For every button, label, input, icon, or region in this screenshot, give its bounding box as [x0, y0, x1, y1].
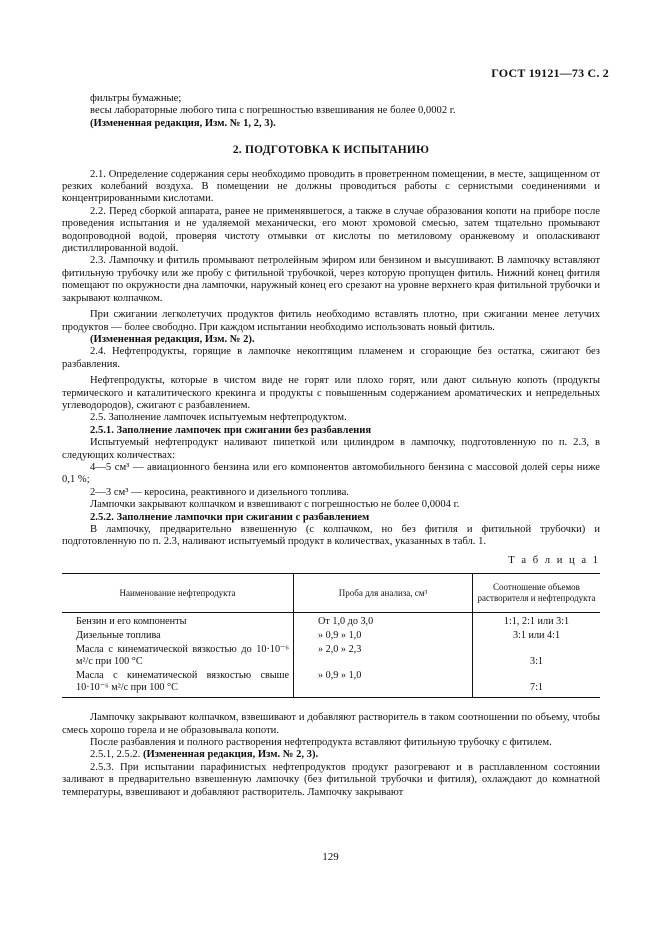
- cell-sample: От 1,0 до 3,0: [294, 613, 473, 630]
- table-row: [62, 613, 600, 630]
- cell-sample: » 0,9 » 1,0: [294, 669, 473, 698]
- cell-ratio: 1:1, 2:1 или 3:1: [473, 613, 601, 630]
- paragraph-2-5-1: Испытуемый нефтепродукт наливают пипеткой или цилиндром в лампочку, подготовленную по п. 2.3, в следующих количествах:: [62, 437, 600, 461]
- section-title: 2. ПОДГОТОВКА К ИСПЫТАНИЮ: [232, 144, 430, 157]
- paragraph-2-3-continued: При сжигании легколетучих продуктов фитиль необходимо вставлять плотно, при сжигании менее летучих продуктов — более свободно. При каждом испытании необходимо использовать новый фитиль.: [62, 309, 600, 333]
- cell-ratio: 7:1: [473, 669, 601, 698]
- paragraph-2-1: 2.1. Определение содержания серы необходимо проводить в проветренном помещении, в месте, защищенном от резких колебаний воздуха. В помещении не должны проводиться работы с сернистыми соединениями и концентрированными кислотами.: [62, 168, 600, 205]
- cell-ratio: 3:1 или 4:1: [473, 629, 601, 643]
- clause-reference: 2.5.1, 2.5.2.: [90, 749, 141, 761]
- paragraph-2-5-1-closing: Лампочки закрывают колпачком и взвешивают с погрешностью не более 0,0004 г.: [90, 499, 460, 511]
- paragraph-2-4: 2.4. Нефтепродукты, горящие в лампочке некоптящим пламенем и сгорающие без остатка, сжигают без разбавления.: [62, 346, 600, 370]
- cell-sample: » 0,9 » 1,0: [294, 629, 473, 643]
- paragraph-2-5-3: 2.5.3. При испытании парафинистых нефтепродуктов продукт разогревают и в расплавленном состоянии заливают в предварительно взвешенную лампочку (без фитильной трубочки и фитиля), охлаждают до комнатной температуры, взвешивают и добавляют растворитель. Лампочку закрывают: [62, 761, 600, 798]
- column-header: Проба для анализа, см³: [294, 574, 473, 613]
- table-row: [62, 643, 600, 669]
- subsection-title-2-5-2: 2.5.2. Заполнение лампочки при сжигании с разбавлением: [90, 511, 370, 523]
- edition-note-line: [62, 749, 600, 761]
- edition-note: (Измененная редакция, Изм. № 2, 3).: [142, 749, 319, 761]
- column-header: Соотношение объемов растворителя и нефтепродукта: [473, 574, 601, 613]
- paragraph-2-3: 2.3. Лампочку и фитиль промывают петролейным эфиром или бензином и высушивают. В лампочку вставляют фитильную трубочку или же пробу с фитильной трубочкой, через которую пропущен фитиль. Нижний конец фитиля помещают по окружности дна лампочки, наружный конец его срезают на уровне верхнего края фитильной трубочки и закрывают колпачком.: [62, 255, 600, 304]
- table-caption: Т а б л и ц а 1: [508, 554, 600, 566]
- page-header: ГОСТ 19121—73 С. 2: [491, 66, 609, 80]
- paragraph-2-2: 2.2. Перед сборкой аппарата, ранее не применявшегося, а также в случае образования копоти на приборе после проведения испытания и не удаляемой механически, его моют хромовой смесью, затем тщательно промывают водопроводной водой, проверяя чистоту отмывки от кислоты по метиловому оранжевому и ополаскивают дистиллированной водой.: [62, 205, 600, 255]
- paragraph-after-table: После разбавления и полного растворения нефтепродукта вставляют фитильную трубочку с фитилем.: [90, 737, 552, 749]
- column-header: Наименование нефтепродукта: [62, 574, 294, 613]
- subsection-title-2-5-1: 2.5.1. Заполнение лампочек при сжигании без разбавления: [90, 424, 372, 436]
- cell-ratio: 3:1: [473, 643, 601, 669]
- table-1: [62, 573, 600, 698]
- table-row: [62, 629, 600, 643]
- cell-product: Масла с кинематической вязкостью свыше 10·10⁻⁶ м²/с при 100 °С: [62, 669, 294, 698]
- edition-note: (Измененная редакция, Изм. № 2).: [90, 333, 255, 345]
- intro-line: весы лабораторные любого типа с погрешностью взвешивания не более 0,0002 г.: [90, 105, 456, 117]
- paragraph-2-4-continued: Нефтепродукты, которые в чистом виде не горят или плохо горят, или дают сильную копоть (продукты термического и каталитического крекинга и продукты с повышенным содержанием ароматических и непредельных углеводородов), сжигают с разбавлением.: [62, 375, 600, 411]
- cell-product: Бензин и его компоненты: [76, 616, 187, 628]
- paragraph-2-5-2: В лампочку, предварительно взвешенную (с колпачком, но без фитиля и фитильной трубочки) и подготовленную по п. 2.3, наливают испытуемый продукт в количествах, указанных в табл. 1.: [62, 524, 600, 548]
- table-header-row: [62, 574, 600, 613]
- edition-note: (Измененная редакция, Изм. № 1, 2, 3).: [90, 117, 276, 129]
- paragraph-2-5: 2.5. Заполнение лампочек испытуемым нефтепродуктом.: [90, 412, 347, 424]
- page-number: 129: [322, 851, 339, 863]
- cell-product: Дизельные топлива: [76, 630, 161, 642]
- table-row: [62, 669, 600, 698]
- amount-item: 2—3 см³ — керосина, реактивного и дизельного топлива.: [90, 486, 349, 498]
- cell-product: Масла с кинематической вязкостью до 10·10⁻⁶ м²/с при 100 °С: [76, 644, 289, 668]
- amount-item: 4—5 см³ — авиационного бензина или его компонентов автомобильного бензина с массовой долей серы ниже 0,1 %;: [62, 461, 600, 486]
- cell-sample: » 2,0 » 2,3: [294, 643, 473, 669]
- paragraph-after-table: Лампочку закрывают колпачком, взвешивают и добавляют растворитель в таком соотношении по объему, чтобы смесь хорошо горела и не образовывала копоти.: [62, 712, 600, 736]
- page-content: [62, 93, 600, 799]
- intro-line: фильтры бумажные;: [90, 93, 182, 104]
